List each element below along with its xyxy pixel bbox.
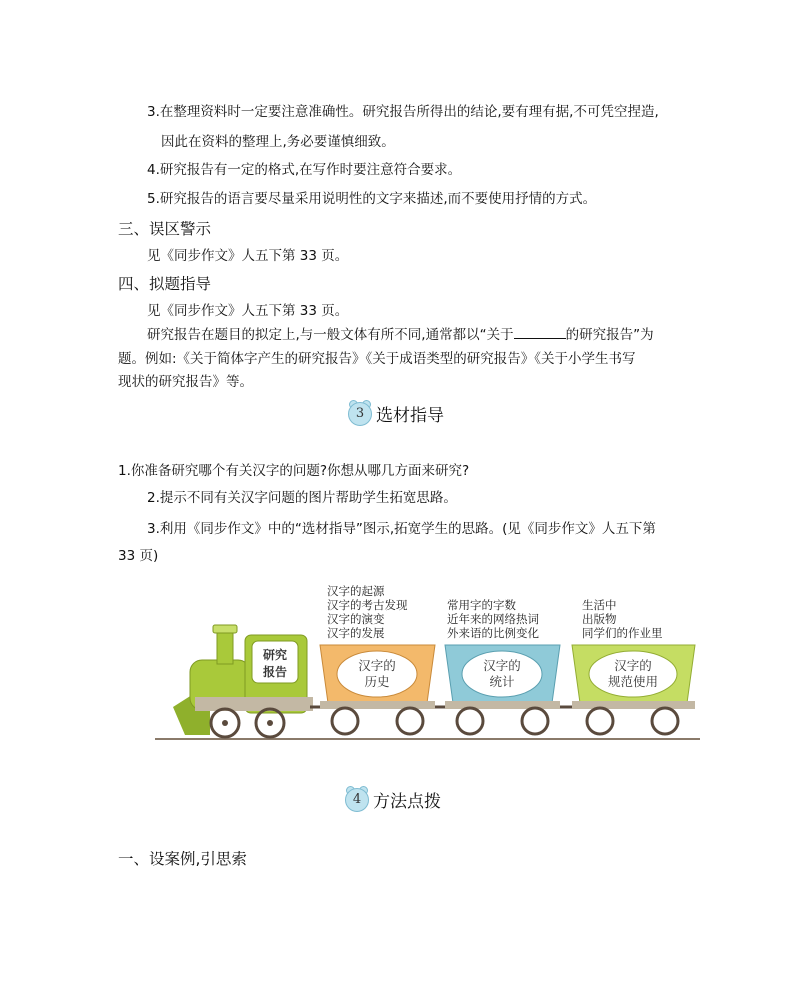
car-statistics <box>445 645 560 734</box>
wheel <box>522 708 548 734</box>
note-text: 汉字的演变 <box>327 612 385 626</box>
note-text: 常用字的字数 <box>447 598 516 612</box>
engine <box>173 625 313 737</box>
heading: 一、设案例,引思索 <box>118 850 247 868</box>
engine-sign-text: 报告 <box>262 665 288 679</box>
text-line: 见《同步作文》人五下第 33 页。 <box>147 303 349 319</box>
text-fragment: 研究报告在题目的拟定上,与一般文体有所不同,通常都以“关于 <box>147 327 514 343</box>
section-title: 选材指导 <box>376 406 444 426</box>
chimney <box>217 630 233 664</box>
car3-notes <box>582 598 663 640</box>
car2-notes <box>447 598 539 640</box>
note-text: 汉字的起源 <box>327 585 385 598</box>
note-text: 近年来的网络热词 <box>447 612 539 626</box>
section-number-badge: 4 <box>345 788 369 812</box>
note-text: 汉字的考古发现 <box>327 598 408 612</box>
note-text: 出版物 <box>582 612 617 626</box>
note-text: 生活中 <box>582 598 617 612</box>
section-number-badge: 3 <box>348 402 372 426</box>
car-label: 历史 <box>364 674 390 689</box>
section-header <box>345 787 441 812</box>
car-label: 统计 <box>489 674 515 689</box>
note-text: 外来语的比例变化 <box>447 626 539 640</box>
text-line: 3.在整理资料时一定要注意准确性。研究报告所得出的结论,要有理有据,不可凭空捏造, <box>147 104 659 120</box>
blank-underline <box>514 326 566 339</box>
car-standard-usage <box>572 645 695 734</box>
wheel <box>652 708 678 734</box>
text-fragment: 的研究报告”为 <box>565 327 654 343</box>
text-line <box>147 326 654 344</box>
wheel <box>397 708 423 734</box>
text-line: 2.提示不同有关汉字问题的图片帮助学生拓宽思路。 <box>147 490 457 506</box>
wheel <box>457 708 483 734</box>
text-line: 33 页) <box>118 548 159 564</box>
wheel <box>587 708 613 734</box>
chimney-cap <box>213 625 237 633</box>
text-line: 1.你准备研究哪个有关汉字的问题?你想从哪几方面来研究? <box>118 463 470 479</box>
wheel <box>332 708 358 734</box>
text-line: 5.研究报告的语言要尽量采用说明性的文字来描述,而不要使用抒情的方式。 <box>147 191 597 207</box>
text-line: 因此在资料的整理上,务必要谨慎细致。 <box>161 134 395 150</box>
engine-base <box>195 697 313 711</box>
car-label: 汉字的 <box>358 658 396 673</box>
engine-sign-text: 研究 <box>262 648 288 662</box>
text-line: 4.研究报告有一定的格式,在写作时要注意符合要求。 <box>147 162 462 178</box>
car-label: 规范使用 <box>607 674 659 689</box>
car-label: 汉字的 <box>614 658 652 673</box>
car1-notes <box>327 585 408 640</box>
note-text: 同学们的作业里 <box>582 626 663 640</box>
heading: 三、误区警示 <box>118 220 212 238</box>
text-line: 题。例如:《关于简体字产生的研究报告》《关于成语类型的研究报告》《关于小学生书写 <box>118 351 636 367</box>
car-history <box>320 645 435 734</box>
text-line: 现状的研究报告》等。 <box>118 374 253 390</box>
text-line: 3.利用《同步作文》中的“选材指导”图示,拓宽学生的思路。(见《同步作文》人五下第 <box>147 521 656 537</box>
text-line: 见《同步作文》人五下第 33 页。 <box>147 248 349 264</box>
car-label: 汉字的 <box>483 658 521 673</box>
note-text: 汉字的发展 <box>327 626 385 640</box>
heading: 四、拟题指导 <box>118 275 212 293</box>
section-title: 方法点拨 <box>373 792 441 812</box>
train-illustration <box>155 585 700 745</box>
section-header <box>348 401 444 426</box>
